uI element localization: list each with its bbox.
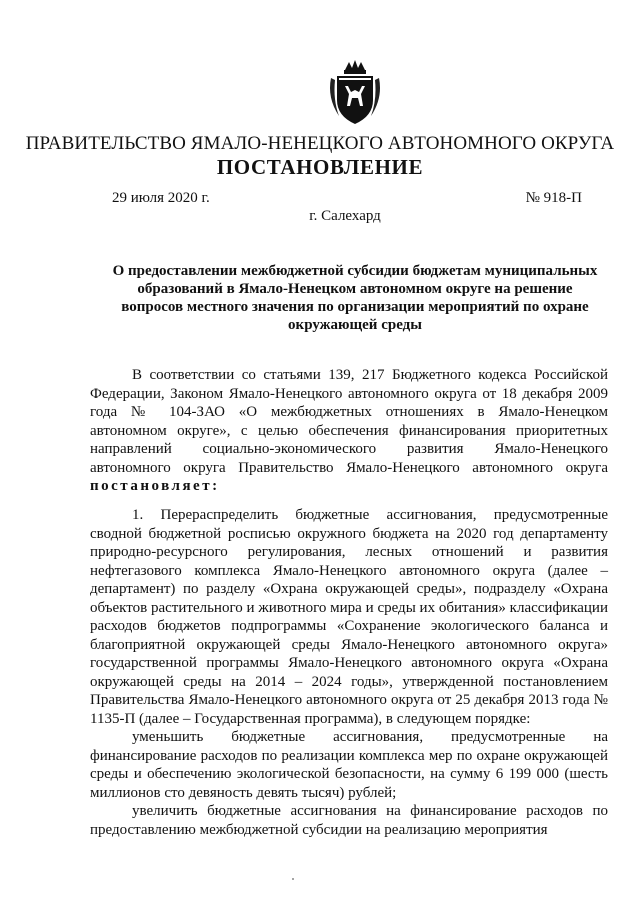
government-name: ПРАВИТЕЛЬСТВО ЯМАЛО-НЕНЕЦКОГО АВТОНОМНОГО ОКРУГА [25, 133, 615, 154]
document-title: О предоставлении межбюджетной субсидии бюджетам муниципальных образований в Ямало-Ненецком автономном округе на решение вопросов местного значения по организации мероприятий по охране окружающей среды [112, 263, 598, 333]
preamble [90, 366, 608, 496]
document-type: ПОСТАНОВЛЕНИЕ [216, 155, 424, 179]
page-mark [292, 878, 294, 880]
document-number: № 918-П [525, 190, 582, 206]
preamble-text: В соответствии со статьями 139, 217 Бюджетного кодекса Российской Федерации, Законом Ямало-Ненецкого автономного округа от 18 декабря 2009 года № 104-ЗАО «О межбюджетных отношениях в Ямало-Ненецком автономном округе», с целью обеспечения финансирования приоритетных направлений социально-экономического развития Ямало-Ненецкого автономного округа Правительство Ямало-Ненецкого автономного округа [90, 367, 608, 476]
clause-1-decrease: уменьшить бюджетные ассигнования, предусмотренные на финансирование расходов по реализации комплекса мер по охране окружающей среды и обеспечению экологической безопасности, на сумму 6 199 000 (шесть миллионов сто девяность девять тысяч) рублей; [90, 729, 608, 801]
clause-1-increase: увеличить бюджетные ассигнования на финансирование расходов по предоставлению межбюджетной субсидии на реализацию мероприятия [90, 803, 608, 838]
document-city: г. Салехард [309, 208, 381, 224]
clause-1 [90, 506, 608, 839]
document-date: 29 июля 2020 г. [112, 190, 210, 206]
resolves-word: постановляет: [90, 478, 220, 494]
coat-of-arms-icon [325, 60, 385, 126]
clause-1-intro: 1. Перераспределить бюджетные ассигнования, предусмотренные сводной бюджетной росписью окружного бюджета на 2020 год департаменту природно-ресурсного регулирования, лесных отношений и развития нефтегазового комплекса Ямало-Ненецкого автономного округа (далее – департамент) по разделу «Охрана окружающей среды», подразделу «Охрана объектов растительного и животного мира и среды их обитания» классификации расходов бюджетов подпрограммы «Сохранение экологического баланса и благоприятной окружающей среды Ямало-Ненецкого автономного округа» государственной программы Ямало-Ненецкого автономного округа «Охрана окружающей среды на 2014 – 2024 годы», утвержденной постановлением Правительства Ямало-Ненецкого автономного округа от 25 декабря 2013 года № 1135-П (далее – Государственная программа), в следующем порядке: [90, 507, 608, 727]
